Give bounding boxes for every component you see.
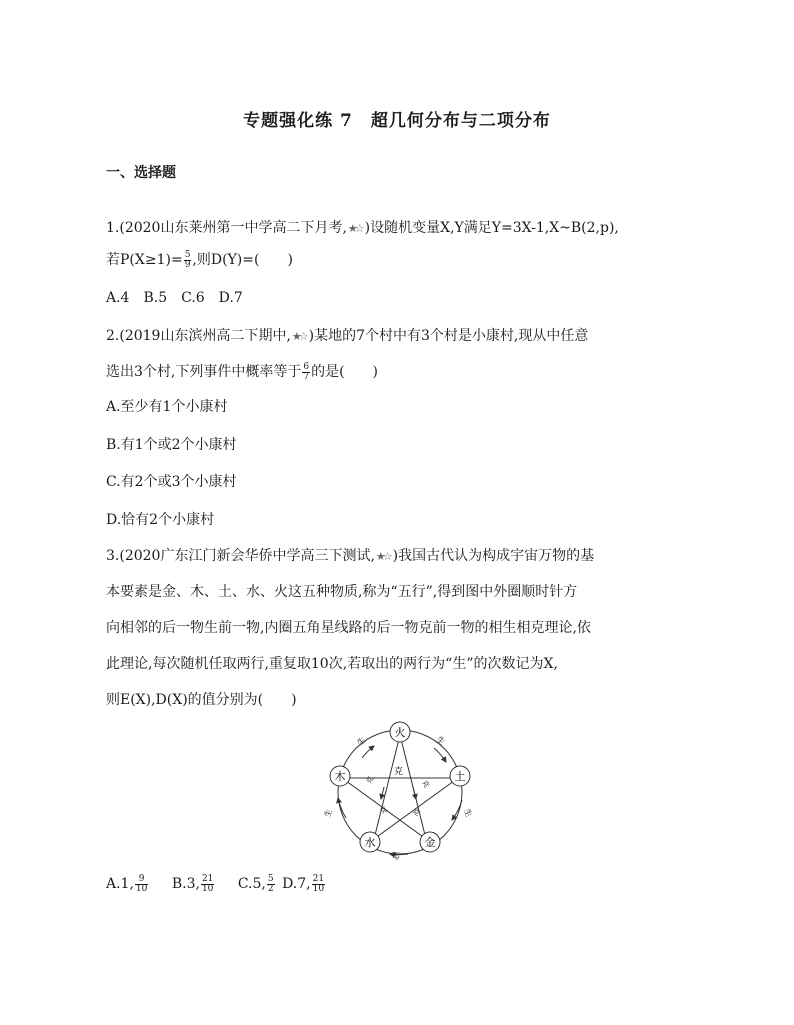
svg-text:木: 木 (334, 770, 346, 783)
difficulty-star-icon: ★☆ (347, 222, 362, 235)
difficulty-star-icon: ★☆ (291, 330, 306, 343)
label-sheng: 生 (462, 807, 474, 819)
label-ke: 克 (420, 779, 431, 790)
q1-options: A.4 B.5 C.6 D.7 (106, 290, 243, 306)
difficulty-star-icon: ★☆ (375, 550, 390, 563)
node-water (360, 832, 380, 852)
node-fire (390, 722, 410, 742)
q3-option-c: C.5, $\frac{5}{2}$ (237, 873, 274, 894)
q3-line1: 3.(2020广东江门新会华侨中学高三下测试,★☆ )我国古代认为构成宇宙万物的基 (106, 546, 594, 567)
q3-line3: 向相邻的后一物生前一物,内圈五角星线路的后一物克前一物的相生相克理论,依 (106, 620, 591, 636)
svg-text:土: 土 (454, 770, 466, 783)
q2-line2: 选出3个村,下列事件中概率等于 $\frac{6}{7}$ 的是( ) (106, 361, 379, 382)
q2-option-c: C.有2个或3个小康村 (106, 474, 237, 490)
q1-line2: 若P(X≥1)= $\frac{5}{9}$ ,则D(Y)=( ) (106, 249, 293, 270)
inner-star-lines (342, 735, 458, 839)
q3-option-b: B.3, $\frac{21}{10}$ (171, 873, 214, 894)
q2-option-d: D.恰有2个小康村 (106, 512, 215, 528)
node-earth (450, 766, 470, 786)
node-wood (330, 766, 350, 786)
q3-line2: 本要素是金、木、土、水、火这五种物质,称为“五行”,得到图中外圈顺时针方 (106, 584, 578, 600)
five-elements-diagram (324, 718, 476, 860)
q3-option-d: D.7, $\frac{21}{10}$ (282, 873, 325, 894)
fraction: $\frac{5}{9}$ (184, 249, 191, 270)
q2-option-b: B.有1个或2个小康村 (106, 437, 237, 453)
q3-line4: 此理论,每次随机任取两行,重复取10次,若取出的两行为“生”的次数记为X, (106, 656, 558, 672)
label-sheng: 生 (355, 735, 368, 748)
label-ke: 克 (394, 767, 404, 777)
label-sheng: 生 (392, 851, 400, 860)
node-metal (420, 832, 440, 852)
svg-text:火: 火 (394, 726, 406, 739)
label-ke: 克 (378, 805, 389, 816)
q2-line1: 2.(2019山东滨州高二下期中,★☆ )某地的7个村中有3个村是小康村,现从中任意 (106, 326, 588, 347)
label-ke: 克 (410, 807, 422, 818)
page-title: 专题强化练 7 超几何分布与二项分布 (243, 111, 551, 131)
q3-options (106, 874, 326, 894)
label-sheng: 生 (434, 734, 447, 747)
q3-line5: 则E(X),D(X)的值分别为( ) (106, 692, 297, 708)
fraction: $\frac{6}{7}$ (303, 361, 310, 382)
q2-option-a: A.至少有1个小康村 (106, 399, 228, 415)
svg-text:金: 金 (424, 836, 436, 849)
label-sheng: 生 (322, 807, 334, 819)
svg-text:水: 水 (364, 836, 376, 849)
section-heading: 一、选择题 (106, 165, 176, 181)
outer-cycle-circle (338, 730, 462, 854)
q1-line1: 1.(2020山东莱州第一中学高二下月考,★☆ )设随机变量X,Y满足Y=3X-1,X~B(2,p), (106, 218, 619, 239)
label-ke: 克 (364, 774, 376, 785)
q3-option-a: A.1, $\frac{9}{10}$ (106, 873, 148, 894)
